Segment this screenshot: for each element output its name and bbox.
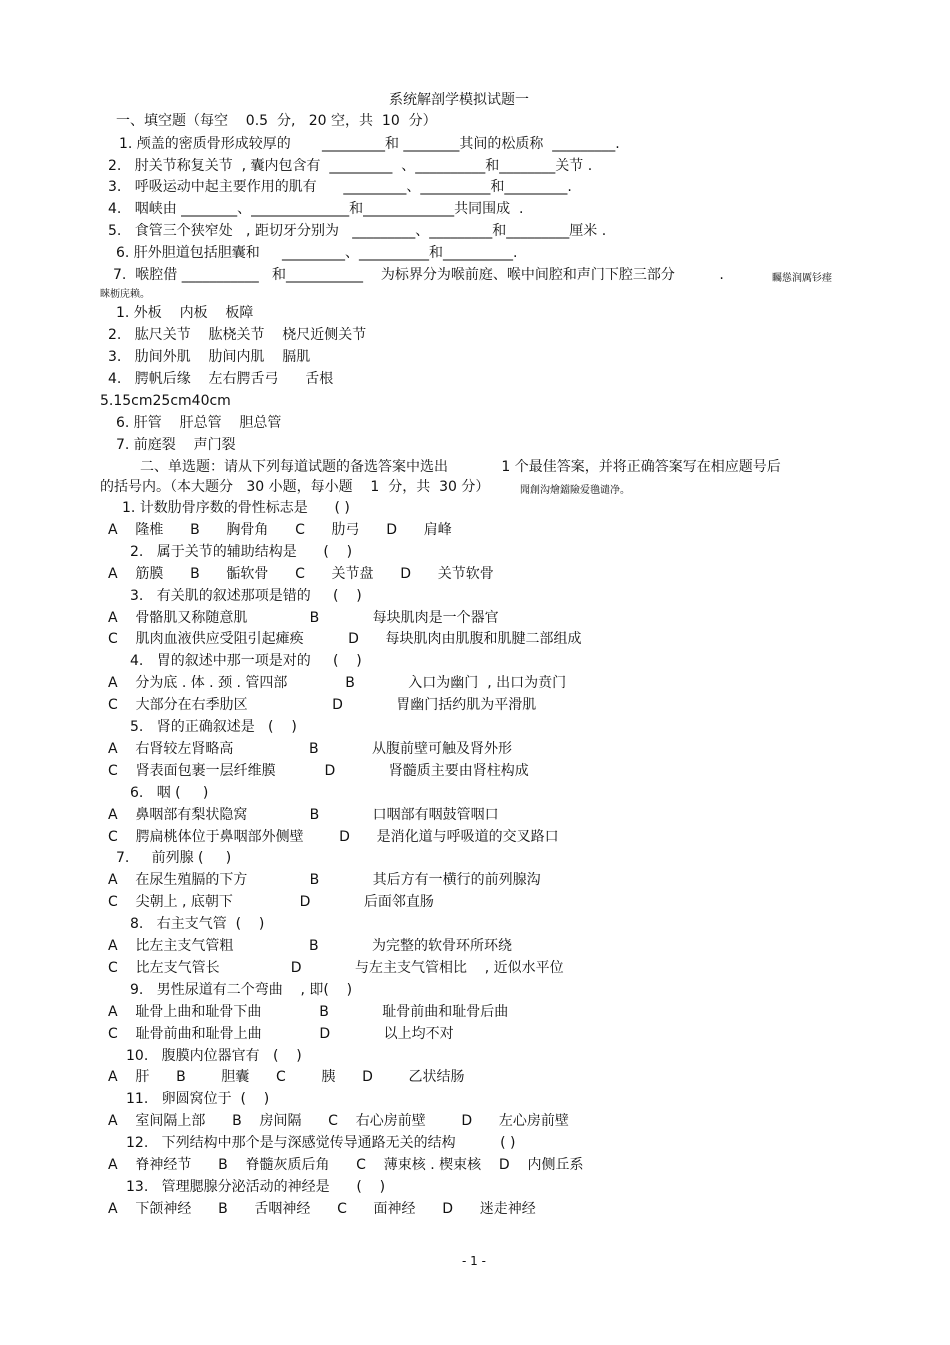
answer-line: 5.15cm25cm40cm xyxy=(100,393,231,409)
fill-question: 3. 呼吸运动中起主要作用的肌有 _________、__________和_________. xyxy=(108,179,572,195)
mcq-line: A 右肾较左肾略高 B 从腹前壁可触及肾外形 xyxy=(108,741,513,757)
page-number: - 1 - xyxy=(462,1254,486,1268)
page-title: 系统解剖学模拟试题一 xyxy=(389,92,529,108)
mcq-line: C 肾表面包裹一层纤维膜 D 肾髓质主要由肾柱构成 xyxy=(108,763,529,779)
mcq-line: A 在尿生殖膈的下方 B 其后方有一横行的前列腺沟 xyxy=(108,872,541,888)
mcq-line: 3. 有关肌的叙述那项是错的 ( ) xyxy=(130,588,362,604)
mcq-line: 5. 肾的正确叙述是 ( ) xyxy=(130,719,297,735)
mcq-line: A 鼻咽部有梨状隐窝 B 口咽部有咽鼓管咽口 xyxy=(108,807,499,823)
section-1-header: 一、填空题（每空 0.5 分, 20 空，共 10 分） xyxy=(116,113,437,129)
answer-line: 4. 腭帆后缘 左右腭舌弓 舌根 xyxy=(108,371,334,387)
mcq-line: 6. 咽 ( ) xyxy=(130,785,209,801)
watermark-text: 睞枥庑赖。 xyxy=(100,289,150,300)
mcq-line: 8. 右主支气管 ( ) xyxy=(130,916,265,932)
mcq-line: A 筋膜 B 骺软骨 C 关节盘 D 关节软骨 xyxy=(108,566,494,582)
mcq-line: 11. 卵圆窝位于 ( ) xyxy=(126,1091,270,1107)
mcq-line: 12. 下列结构中那个是与深感觉传导通路无关的结构 ( ) xyxy=(126,1135,516,1151)
mcq-line: A 脊神经节 B 脊髓灰质后角 C 薄束核 . 楔束核 D 内侧丘系 xyxy=(108,1157,584,1173)
watermark-text: 聞創沟燴鐺險爱氇谴净。 xyxy=(520,485,630,496)
mcq-line: A 骨骼肌又称随意肌 B 每块肌肉是一个器官 xyxy=(108,610,499,626)
mcq-line: C 尖朝上 , 底朝下 D 后面邻直肠 xyxy=(108,894,434,910)
fill-question: 1. 颅盖的密质骨形成较厚的 _________和 ________其间的松质称 _________. xyxy=(119,136,620,152)
answer-line: 3. 肋间外肌 肋间内肌 膈肌 xyxy=(108,349,311,365)
mcq-line: 2. 属于关节的辅助结构是 ( ) xyxy=(130,544,353,560)
fill-question: 6. 肝外胆道包括胆囊和 _________、__________和__________. xyxy=(116,245,518,261)
mcq-line: A 隆椎 B 胸骨角 C 肋弓 D 肩峰 xyxy=(108,522,452,538)
watermark-text: 矚慫润厲钐瘗 xyxy=(772,273,832,284)
mcq-line: C 腭扁桃体位于鼻咽部外侧壁 D 是消化道与呼吸道的交叉路口 xyxy=(108,829,559,845)
mcq-line: A 比左主支气管粗 B 为完整的软骨环所环绕 xyxy=(108,938,513,954)
mcq-line: C 比左支气管长 D 与左主支气管相比 , 近似水平位 xyxy=(108,960,564,976)
fill-question: 4. 咽峡由 ________、______________和_____________共同围成 . xyxy=(108,201,524,217)
fill-question: 5. 食管三个狭窄处 , 距切牙分别为 _________、_________和_________厘米 . xyxy=(108,223,607,239)
fill-question: 7. 喉腔借 ___________ 和___________ 为标界分为喉前庭、喉中间腔和声门下腔三部分 . xyxy=(113,267,733,283)
answer-line: 7. 前庭裂 声门裂 xyxy=(116,437,236,453)
mcq-line: A 室间隔上部 B 房间隔 C 右心房前壁 D 左心房前壁 xyxy=(108,1113,569,1129)
mcq-line: 10. 腹膜内位器官有 ( ) xyxy=(126,1048,302,1064)
mcq-line: A 分为底 . 体 . 颈 . 管四部 B 入口为幽门 , 出口为贲门 xyxy=(108,675,567,691)
section-2-header: 二、单选题：请从下列每道试题的备选答案中选出 1 个最佳答案，并将正确答案写在相应题号后 xyxy=(140,459,781,475)
answer-line: 2. 肱尺关节 肱桡关节 桡尺近侧关节 xyxy=(108,327,367,343)
mcq-line: 9. 男性尿道有二个弯曲 , 即( ) xyxy=(130,982,353,998)
mcq-line: 4. 胃的叙述中那一项是对的 ( ) xyxy=(130,653,362,669)
mcq-line: A 下颌神经 B 舌咽神经 C 面神经 D 迷走神经 xyxy=(108,1201,536,1217)
mcq-line: A 耻骨上曲和耻骨下曲 B 耻骨前曲和耻骨后曲 xyxy=(108,1004,509,1020)
fill-question: 2. 肘关节称复关节 , 囊内包含有 _________ 、__________和________关节 . xyxy=(108,158,593,174)
mcq-line: C 耻骨前曲和耻骨上曲 D 以上均不对 xyxy=(108,1026,454,1042)
mcq-line: 1. 计数肋骨序数的骨性标志是 ( ) xyxy=(122,500,350,516)
mcq-line: C 大部分在右季肋区 D 胃幽门括约肌为平滑肌 xyxy=(108,697,537,713)
mcq-line: 13. 管理腮腺分泌活动的神经是 ( ) xyxy=(126,1179,386,1195)
answer-line: 6. 肝管 肝总管 胆总管 xyxy=(116,415,282,431)
mcq-line: A 肝 B 胆囊 C 胰 D 乙状结肠 xyxy=(108,1069,465,1085)
section-2-header: 的括号内。（本大题分 30 小题，每小题 1 分，共 30 分） xyxy=(100,479,490,495)
mcq-line: C 肌肉血液供应受阻引起瘫痪 D 每块肌肉由肌腹和肌腱二部组成 xyxy=(108,631,582,647)
mcq-line: 7. 前列腺 ( ) xyxy=(116,850,232,866)
answer-line: 1. 外板 内板 板障 xyxy=(116,305,254,321)
